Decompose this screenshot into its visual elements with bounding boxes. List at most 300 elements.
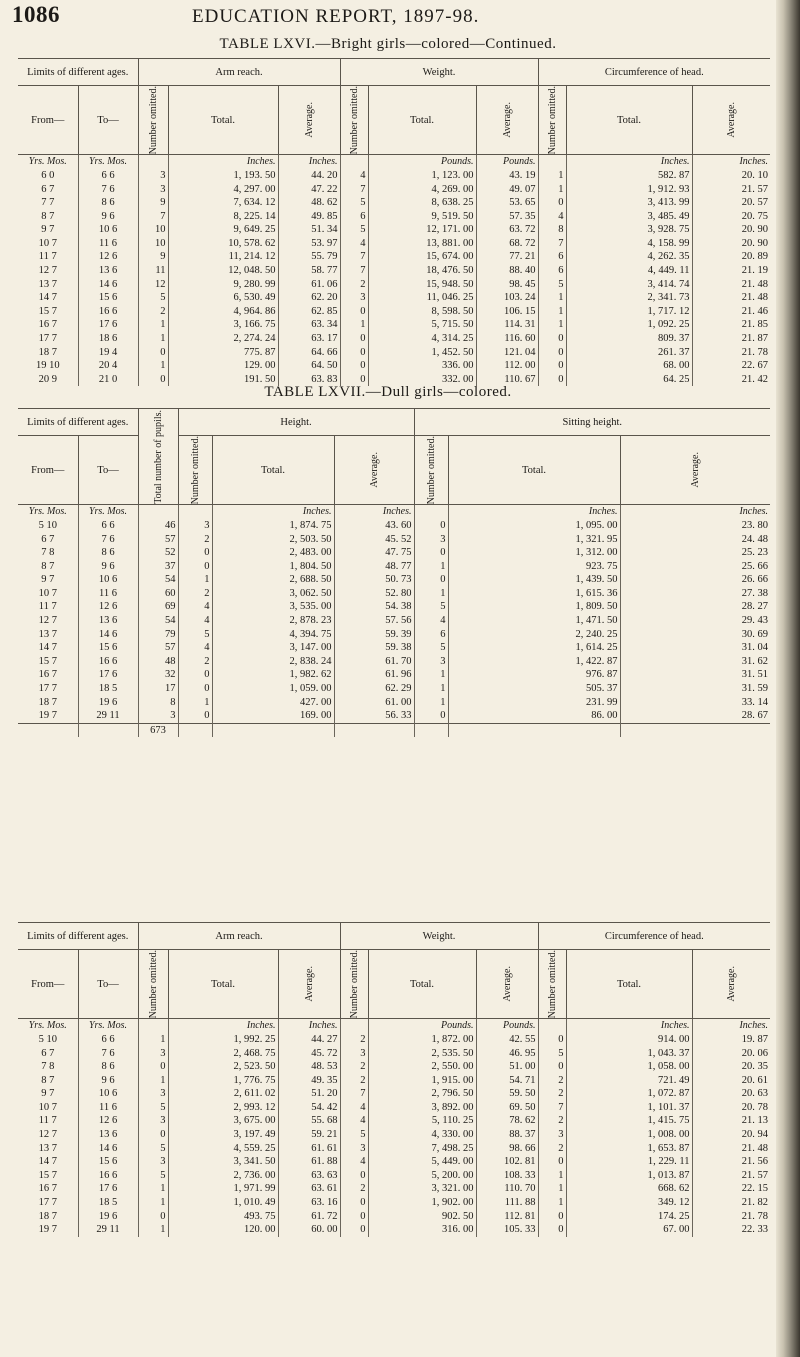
table-cell: 2: [340, 1074, 368, 1088]
table2-sitting-omitted-header: Number omitted.: [414, 436, 448, 505]
table-cell: 3, 892. 00: [368, 1101, 476, 1115]
unit-label: Inches.: [739, 506, 769, 518]
table-cell: 64. 66: [278, 346, 340, 360]
table-cell: 1, 809. 50: [448, 600, 620, 614]
table-cell: 1: [138, 318, 168, 332]
table-cell: 8 6: [78, 546, 138, 560]
table-cell: 174. 25: [566, 1210, 692, 1224]
table-cell: 2: [340, 278, 368, 292]
table-cell: 102. 81: [476, 1155, 538, 1169]
table-cell: 42. 55: [476, 1033, 538, 1047]
table-cell: 6: [340, 210, 368, 224]
table-cell: 29 11: [78, 1223, 138, 1237]
table-cell: 19 6: [78, 1210, 138, 1224]
table3-weight-omitted-header: Number omitted.: [340, 950, 368, 1019]
table-cell: 1, 653. 87: [566, 1142, 692, 1156]
table-cell: 17 6: [78, 318, 138, 332]
table-cell: 191. 50: [168, 373, 278, 387]
table-cell: 31. 59: [741, 683, 769, 695]
table-cell: 6 7: [18, 1047, 78, 1061]
table-cell: 0: [138, 1060, 168, 1074]
table1-from-header: From—: [18, 86, 78, 155]
table-cell: 67. 00: [566, 1223, 692, 1237]
table-cell: 5: [138, 1101, 168, 1115]
table-cell: 1, 422. 87: [448, 655, 620, 669]
table-cell: 582. 87: [566, 169, 692, 183]
unit-label: Inches.: [566, 1019, 692, 1033]
table-cell: 0: [178, 546, 212, 560]
table-cell: 15 6: [78, 291, 138, 305]
table-cell: 48. 77: [334, 560, 414, 574]
table3-head-omitted-header: Number omitted.: [538, 950, 566, 1019]
table-row: [18, 223, 770, 237]
table-cell: 10 7: [18, 587, 78, 601]
table-row: [18, 600, 770, 614]
table-cell: 4: [340, 169, 368, 183]
table-cell: 1: [538, 1182, 566, 1196]
table-cell: 9: [138, 196, 168, 210]
table-cell: 18 7: [18, 1210, 78, 1224]
table-cell: 106. 15: [476, 305, 538, 319]
table-cell: 23. 80: [741, 519, 769, 531]
table-cell: 20. 35: [741, 1061, 769, 1073]
table-cell: 116. 60: [476, 332, 538, 346]
table-cell: 721. 49: [566, 1074, 692, 1088]
table-cell: 6: [414, 628, 448, 642]
table-cell: 15, 948. 50: [368, 278, 476, 292]
table-cell: 2, 274. 24: [168, 332, 278, 346]
unit-label: [340, 155, 368, 169]
table-cell: 16 6: [78, 305, 138, 319]
table1-limits-header: Limits of different ages.: [18, 59, 138, 86]
table-cell: 61. 88: [278, 1155, 340, 1169]
table-cell: 1, 971. 99: [168, 1182, 278, 1196]
table-cell: 0: [340, 373, 368, 387]
table2: [18, 408, 770, 737]
unit-label: Inches.: [334, 505, 414, 519]
table-cell: 59. 38: [334, 641, 414, 655]
table-cell: 2: [538, 1114, 566, 1128]
table-cell: 59. 21: [278, 1128, 340, 1142]
table-cell: 3, 485. 49: [566, 210, 692, 224]
table-cell: 21. 85: [741, 319, 769, 331]
table-cell: 2, 611. 02: [168, 1087, 278, 1101]
table-cell: 14 6: [78, 278, 138, 292]
table-cell: 16 7: [18, 1182, 78, 1196]
table-cell: 8: [538, 223, 566, 237]
table-cell: 112. 00: [476, 359, 538, 373]
table-cell: 24. 48: [741, 533, 769, 545]
table-cell: 29. 43: [741, 615, 769, 627]
table-cell: 668. 62: [566, 1182, 692, 1196]
table-cell: 8, 598. 50: [368, 305, 476, 319]
table-cell: 69. 50: [476, 1101, 538, 1115]
table-cell: 1, 471. 50: [448, 614, 620, 628]
unit-label: [138, 505, 178, 519]
table2-height-total-header: Total.: [212, 436, 334, 505]
table-cell: 20. 75: [741, 210, 769, 222]
table-cell: 51. 34: [278, 223, 340, 237]
table-cell: 1: [414, 668, 448, 682]
unit-label: [138, 155, 168, 169]
table-cell: 54. 38: [334, 600, 414, 614]
table-cell: 12 6: [78, 250, 138, 264]
table-cell: 13 6: [78, 264, 138, 278]
table-cell: 1, 193. 50: [168, 169, 278, 183]
table-cell: 5: [178, 628, 212, 642]
table-cell: 45. 52: [334, 533, 414, 547]
table-cell: 61. 06: [278, 278, 340, 292]
table-cell: 63. 61: [278, 1182, 340, 1196]
table-row: [18, 709, 770, 723]
table-cell: 16 7: [18, 668, 78, 682]
unit-label: Inches.: [566, 155, 692, 169]
table-cell: 22. 33: [741, 1224, 769, 1236]
table-cell: 7, 634. 12: [168, 196, 278, 210]
table-cell: 48. 53: [278, 1060, 340, 1074]
table-cell: 11 6: [78, 587, 138, 601]
table-cell: 11 6: [78, 237, 138, 251]
table-cell: 2, 688. 50: [212, 573, 334, 587]
table-cell: 5: [138, 291, 168, 305]
table-row: [18, 1074, 770, 1088]
table-cell: 64. 25: [566, 373, 692, 387]
table1-arm-average-header: Average.: [278, 86, 340, 155]
table-cell: 9 7: [18, 1087, 78, 1101]
table-cell: 0: [138, 1210, 168, 1224]
table-cell: 21. 13: [741, 1115, 769, 1127]
table-cell: 20. 89: [741, 251, 769, 263]
table-cell: 49. 35: [278, 1074, 340, 1088]
table-cell: 51. 00: [476, 1060, 538, 1074]
table-row: [18, 264, 770, 278]
table-cell: 19 4: [78, 346, 138, 360]
table-cell: 4, 314. 25: [368, 332, 476, 346]
table-cell: 1, 072. 87: [566, 1087, 692, 1101]
table-cell: 1, 982. 62: [212, 668, 334, 682]
table-cell: 0: [340, 1210, 368, 1224]
table2-height-omitted-header: Number omitted.: [178, 436, 212, 505]
table-cell: 1: [178, 573, 212, 587]
table-cell: 0: [340, 332, 368, 346]
table3-units-row: [18, 1019, 770, 1033]
table-cell: 1: [538, 305, 566, 319]
table-cell: 121. 04: [476, 346, 538, 360]
table-cell: 0: [538, 359, 566, 373]
table2-body: [18, 505, 770, 724]
table-cell: 33. 14: [741, 696, 769, 708]
table3-head-total-header: Total.: [566, 950, 692, 1019]
table-cell: 54. 71: [476, 1074, 538, 1088]
table-cell: 1: [138, 1196, 168, 1210]
table-row: [18, 1114, 770, 1128]
table-cell: 0: [538, 1060, 566, 1074]
table-row: [18, 682, 770, 696]
table-cell: 0: [340, 346, 368, 360]
table-cell: 2: [178, 587, 212, 601]
table-cell: 3: [340, 291, 368, 305]
table-cell: 120. 00: [168, 1223, 278, 1237]
table-row: [18, 1196, 770, 1210]
unit-label: Yrs. Mos.: [78, 505, 138, 519]
table-cell: 9, 280. 99: [168, 278, 278, 292]
table-cell: 2, 838. 24: [212, 655, 334, 669]
table-cell: 14 6: [78, 628, 138, 642]
table-cell: 37: [138, 560, 178, 574]
table-cell: 15 7: [18, 1169, 78, 1183]
table-row: [18, 1182, 770, 1196]
table-cell: 2, 550. 00: [368, 1060, 476, 1074]
table2-sitting-total-header: Total.: [448, 436, 620, 505]
table-row: [18, 1060, 770, 1074]
table-cell: 7 7: [18, 196, 78, 210]
unit-label: Yrs. Mos.: [18, 155, 78, 169]
table-cell: 3: [340, 1142, 368, 1156]
table-cell: 923. 75: [448, 560, 620, 574]
table-cell: 3, 197. 49: [168, 1128, 278, 1142]
table-cell: 1, 123. 00: [368, 169, 476, 183]
table-cell: 0: [340, 305, 368, 319]
table-cell: 21. 82: [741, 1197, 769, 1209]
table-cell: 21. 57: [741, 183, 769, 195]
table1-head-omitted-header: Number omitted.: [538, 86, 566, 155]
table-cell: 43. 19: [476, 169, 538, 183]
table-cell: 54. 42: [278, 1101, 340, 1115]
table-cell: 20. 61: [741, 1074, 769, 1086]
unit-label: Inches.: [739, 156, 769, 168]
table-cell: 5: [538, 1047, 566, 1061]
table3-body: [18, 1019, 770, 1237]
table-cell: 3: [138, 183, 168, 197]
table-cell: 3: [138, 1114, 168, 1128]
table-cell: 4: [178, 614, 212, 628]
table-cell: 46. 95: [476, 1047, 538, 1061]
unit-label: Inches.: [278, 155, 340, 169]
table-cell: 11 7: [18, 1114, 78, 1128]
table-cell: 902. 50: [368, 1210, 476, 1224]
table-cell: 1, 992. 25: [168, 1033, 278, 1047]
table-cell: 7: [340, 250, 368, 264]
table2-sitting-header: Sitting height.: [414, 409, 770, 436]
table-cell: 29 11: [78, 709, 138, 723]
table-cell: 110. 70: [476, 1182, 538, 1196]
table-cell: 59. 50: [476, 1087, 538, 1101]
table-cell: 12 7: [18, 1128, 78, 1142]
table-row: [18, 1169, 770, 1183]
table-cell: 2, 993. 12: [168, 1101, 278, 1115]
table-cell: 7: [340, 183, 368, 197]
table3-from-header: From—: [18, 950, 78, 1019]
table-cell: 13 6: [78, 614, 138, 628]
table-cell: 169. 00: [212, 709, 334, 723]
table-cell: 6 6: [78, 519, 138, 533]
table-cell: 1, 058. 00: [566, 1060, 692, 1074]
table-cell: 57. 56: [334, 614, 414, 628]
table-cell: 1, 415. 75: [566, 1114, 692, 1128]
table-cell: 7: [538, 1101, 566, 1115]
table-cell: 3: [138, 709, 178, 723]
table-cell: 20. 90: [741, 237, 769, 249]
table-cell: 2, 878. 23: [212, 614, 334, 628]
table-cell: 98. 66: [476, 1142, 538, 1156]
table-cell: 20. 90: [741, 224, 769, 236]
table-cell: 21. 46: [741, 305, 769, 317]
table-cell: 427. 00: [212, 696, 334, 710]
table1-arm-total-header: Total.: [168, 86, 278, 155]
table-cell: 0: [340, 1169, 368, 1183]
table3-weight-total-header: Total.: [368, 950, 476, 1019]
table-cell: 3: [138, 1047, 168, 1061]
table-cell: 5: [538, 278, 566, 292]
table2-caption: TABLE LXVII.—Dull girls—colored.: [264, 384, 512, 400]
table-cell: 63. 83: [278, 373, 340, 387]
table-cell: 108. 33: [476, 1169, 538, 1183]
table-cell: 8 7: [18, 560, 78, 574]
table-cell: 4: [178, 600, 212, 614]
unit-label: Yrs. Mos.: [78, 1019, 138, 1033]
table-row: [18, 359, 770, 373]
table-cell: 15, 674. 00: [368, 250, 476, 264]
table-cell: 2: [178, 655, 212, 669]
table-cell: 69: [138, 600, 178, 614]
table-cell: 1: [538, 291, 566, 305]
table1-units-row: [18, 155, 770, 169]
table-cell: 1, 095. 00: [448, 519, 620, 533]
table-cell: 1: [138, 359, 168, 373]
table-cell: 5: [340, 223, 368, 237]
table-cell: 3: [138, 1155, 168, 1169]
table-cell: 11 6: [78, 1101, 138, 1115]
table-cell: 336. 00: [368, 359, 476, 373]
table-cell: 1: [538, 169, 566, 183]
unit-label: Inches.: [739, 1020, 769, 1032]
table-cell: 31. 04: [741, 642, 769, 654]
table-cell: 112. 81: [476, 1210, 538, 1224]
table-cell: 4, 449. 11: [566, 264, 692, 278]
table-cell: 3: [538, 1128, 566, 1142]
table3-head-header: Circumference of head.: [538, 923, 770, 950]
table-cell: 20. 78: [741, 1101, 769, 1113]
table-cell: 10: [138, 223, 168, 237]
table-row: [18, 533, 770, 547]
table-cell: 28. 27: [741, 601, 769, 613]
table-row: [18, 546, 770, 560]
table-cell: 2: [340, 1033, 368, 1047]
table-row: [18, 291, 770, 305]
table-cell: 28. 67: [741, 710, 769, 722]
table-row: [18, 278, 770, 292]
table-cell: 55. 79: [278, 250, 340, 264]
table-cell: 14 7: [18, 1155, 78, 1169]
table-cell: 2, 341. 73: [566, 291, 692, 305]
table-cell: 3: [340, 1047, 368, 1061]
table-row: [18, 614, 770, 628]
table-cell: 0: [414, 546, 448, 560]
table-cell: 61. 70: [334, 655, 414, 669]
table-cell: 2: [138, 305, 168, 319]
table-cell: 4: [340, 1155, 368, 1169]
table-cell: 9 6: [78, 1074, 138, 1088]
table3-weight-average-header: Average.: [476, 950, 538, 1019]
table2-limits-header: Limits of different ages.: [18, 409, 138, 436]
table-cell: 3, 321. 00: [368, 1182, 476, 1196]
table-cell: 21. 56: [741, 1156, 769, 1168]
table-cell: 2: [340, 1060, 368, 1074]
table2-total-pupils-header: Total number of pupils.: [138, 409, 178, 505]
table-row: [18, 560, 770, 574]
unit-label: [414, 505, 448, 519]
table-cell: 2: [538, 1142, 566, 1156]
table-cell: 0: [538, 1155, 566, 1169]
table-cell: 1, 452. 50: [368, 346, 476, 360]
table-cell: 5 10: [18, 519, 78, 533]
table-cell: 4: [538, 210, 566, 224]
unit-label: Pounds.: [368, 155, 476, 169]
table-row: [18, 628, 770, 642]
table-cell: 20. 94: [741, 1129, 769, 1141]
table-cell: 5, 449. 00: [368, 1155, 476, 1169]
table-cell: 4: [340, 1101, 368, 1115]
table-cell: 1: [138, 1182, 168, 1196]
table1-head-header: Circumference of head.: [538, 59, 770, 86]
table-cell: 493. 75: [168, 1210, 278, 1224]
table-cell: 0: [138, 373, 168, 387]
table-cell: 349. 12: [566, 1196, 692, 1210]
table-cell: 13 7: [18, 628, 78, 642]
table-cell: 3, 166. 75: [168, 318, 278, 332]
table-cell: 53. 97: [278, 237, 340, 251]
table1-weight-average-header: Average.: [476, 86, 538, 155]
table-cell: 1, 915. 00: [368, 1074, 476, 1088]
unit-label: Pounds.: [476, 155, 538, 169]
unit-label: [538, 1019, 566, 1033]
table-cell: 15 6: [78, 641, 138, 655]
table-cell: 20. 57: [741, 197, 769, 209]
table-cell: 0: [138, 1128, 168, 1142]
unit-label: Yrs. Mos.: [18, 505, 78, 519]
table-cell: 68. 72: [476, 237, 538, 251]
table-cell: 4, 330. 00: [368, 1128, 476, 1142]
table-cell: 9 7: [18, 223, 78, 237]
table-cell: 13 7: [18, 1142, 78, 1156]
table-cell: 6 7: [18, 533, 78, 547]
table-row: [18, 573, 770, 587]
table-cell: 15 7: [18, 655, 78, 669]
table-cell: 6: [538, 264, 566, 278]
table-cell: 46: [138, 519, 178, 533]
table-cell: 13 6: [78, 1128, 138, 1142]
table-cell: 63. 63: [278, 1169, 340, 1183]
table2-total-row: [18, 723, 770, 737]
table-row: [18, 1210, 770, 1224]
table-cell: 20. 06: [741, 1047, 769, 1059]
table-cell: 3, 928. 75: [566, 223, 692, 237]
table-cell: 31. 62: [741, 655, 769, 667]
table3-arm-average-header: Average.: [278, 950, 340, 1019]
table-cell: 6, 530. 49: [168, 291, 278, 305]
table-row: [18, 1101, 770, 1115]
table-cell: 20. 63: [741, 1088, 769, 1100]
table-cell: 0: [414, 709, 448, 723]
table1-body: [18, 155, 770, 387]
table-cell: 19 7: [18, 709, 78, 723]
table-cell: 18 7: [18, 696, 78, 710]
table-cell: 103. 24: [476, 291, 538, 305]
table-cell: 48: [138, 655, 178, 669]
unit-label: [538, 155, 566, 169]
table-row: [18, 210, 770, 224]
table1-arm-omitted-header: Number omitted.: [138, 86, 168, 155]
